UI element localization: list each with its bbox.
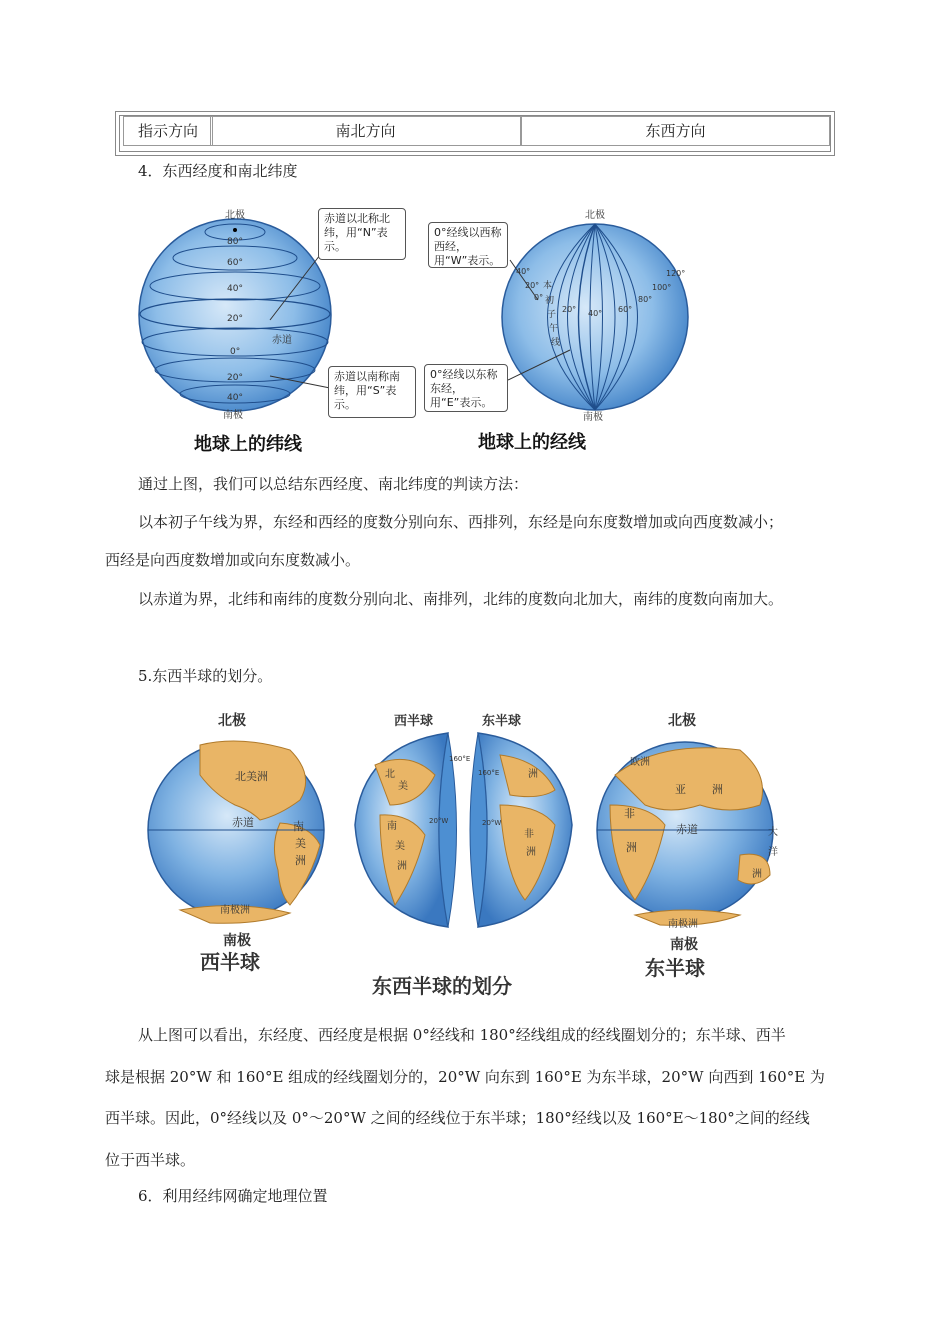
section-6-heading: 6．利用经纬网确定地理位置: [138, 1187, 328, 1205]
middle-east-label: 东半球: [482, 714, 522, 729]
lat-60: 60°: [227, 258, 243, 268]
mid-na-1: 北: [385, 769, 395, 780]
paragraph-longitude-1: 以本初子午线为界，东经和西经的度数分别向东、西排列，东经是向东度数增加或向西度数减小；: [138, 513, 784, 531]
figure-hemispheres: [140, 705, 830, 1005]
east-equator: 赤道: [676, 823, 698, 836]
north-america-label: 北美洲: [235, 770, 268, 783]
lat-80: 80°: [227, 237, 243, 247]
oceania-char-1: 大: [768, 827, 778, 838]
oceania-char-2: 洋: [768, 847, 778, 858]
caption-hemispheres: 东西半球的划分: [372, 974, 512, 998]
sa-char-1: 南: [293, 820, 304, 833]
left-north-pole: 北极: [225, 210, 245, 221]
west-south-pole: 南极: [223, 933, 251, 949]
east-south-pole: 南极: [670, 937, 698, 953]
paragraph-hemi-1: 从上图可以看出，东经度、西经度是根据 0°经线和 180°经线组成的经线圈划分的；东半球、西半: [138, 1026, 786, 1044]
lon-160e-left: 160°E: [449, 755, 471, 763]
pm-char-5: 线: [551, 338, 561, 348]
table-cell-ns: 南北方向: [210, 116, 521, 146]
caption-latitude: 地球上的纬线: [194, 434, 302, 455]
lat-20s: 20°: [227, 373, 243, 383]
asia-char-1: 亚: [675, 783, 686, 796]
section-4-heading: 4．东西经度和南北纬度: [138, 162, 298, 180]
globe-diagram-1: [130, 200, 690, 460]
lon-160e-right: 160°E: [478, 769, 500, 777]
caption-longitude: 地球上的经线: [478, 432, 586, 453]
paragraph-longitude-2: 西经是向西度数增加或向东度数减小。: [105, 551, 361, 569]
lon-20e: 20°: [562, 305, 577, 314]
lat-40n: 40°: [227, 284, 243, 294]
lon-20w-right: 20°W: [482, 819, 502, 827]
africa-char-2: 洲: [626, 841, 637, 854]
paragraph-latitude: 以赤道为界，北纬和南纬的度数分别向北、南排列，北纬的度数向北加大，南纬的度数向南加大。: [138, 590, 784, 608]
left-south-pole: 南极: [223, 410, 243, 421]
middle-west-label: 西半球: [394, 714, 434, 729]
table-cell-header: 指示方向: [123, 116, 213, 146]
hemisphere-diagram: [140, 705, 830, 1005]
lon-40e: 40°: [588, 309, 603, 318]
lon-120e: 120°: [666, 269, 686, 278]
left-equator: 赤道: [272, 335, 292, 346]
direction-table: [115, 111, 835, 156]
pm-char-1: 本: [543, 281, 553, 291]
lat-40s: 40°: [227, 393, 243, 403]
lon-20w: 20°: [525, 281, 540, 290]
right-south-pole: 南极: [583, 412, 603, 423]
west-equator: 赤道: [232, 816, 254, 829]
pm-char-2: 初: [545, 296, 555, 306]
asia-char-2: 洲: [712, 783, 723, 796]
lon-20w-left: 20°W: [429, 817, 449, 825]
sa-char-3: 洲: [295, 854, 306, 867]
callout-south-latitude: 赤道以南称南纬，用“S”表示。: [328, 366, 416, 418]
mid-sa-2: 美: [395, 841, 405, 852]
table-cell-ew: 东西方向: [521, 116, 830, 146]
sa-char-2: 美: [295, 837, 306, 850]
europe-label: 欧洲: [630, 757, 650, 768]
mid-eu: 洲: [528, 769, 538, 780]
east-antarctica: 南极洲: [668, 919, 698, 930]
lon-100e: 100°: [652, 283, 672, 292]
east-north-pole: 北极: [668, 713, 696, 729]
mid-sa-1: 南: [387, 821, 397, 832]
oceania-char-3: 洲: [752, 869, 762, 880]
mid-af-1: 非: [524, 829, 534, 840]
callout-west-longitude: 0°经线以西称西经，用“W”表示。: [428, 222, 508, 268]
callout-north-latitude: 赤道以北称北纬，用“N”表示。: [318, 208, 406, 260]
lon-0: 0°: [534, 293, 544, 302]
pm-char-4: 午: [549, 324, 559, 334]
callout-east-longitude: 0°经线以东称东经，用“E”表示。: [424, 364, 508, 412]
west-north-pole: 北极: [218, 713, 246, 729]
pm-char-3: 子: [547, 310, 557, 320]
lon-60e: 60°: [618, 305, 633, 314]
africa-char-1: 非: [624, 807, 635, 820]
lat-0: 0°: [230, 347, 241, 357]
lon-40w: 40°: [516, 267, 531, 276]
lon-80e: 80°: [638, 295, 653, 304]
paragraph-summary-intro: 通过上图，我们可以总结东西经度、南北纬度的判读方法：: [138, 475, 529, 493]
west-antarctica: 南极洲: [220, 905, 250, 916]
mid-sa-3: 洲: [397, 861, 407, 872]
mid-af-2: 洲: [526, 847, 536, 858]
caption-west: 西半球: [200, 950, 260, 974]
section-5-heading: 5.东西半球的划分。: [138, 667, 273, 685]
paragraph-hemi-4: 位于西半球。: [105, 1151, 196, 1169]
lat-20n: 20°: [227, 314, 243, 324]
paragraph-hemi-2: 球是根据 20°W 和 160°E 组成的经线圈划分的，20°W 向东到 160°E 为东半球，20°W 向西到 160°E 为: [105, 1068, 825, 1086]
caption-east: 东半球: [645, 956, 705, 980]
right-north-pole: 北极: [585, 210, 605, 221]
paragraph-hemi-3: 西半球。因此，0°经线以及 0°～20°W 之间的经线位于东半球；180°经线以及 160°E～180°之间的经线: [105, 1109, 810, 1127]
figure-lat-lon: [130, 200, 690, 460]
mid-na-2: 美: [398, 781, 408, 792]
